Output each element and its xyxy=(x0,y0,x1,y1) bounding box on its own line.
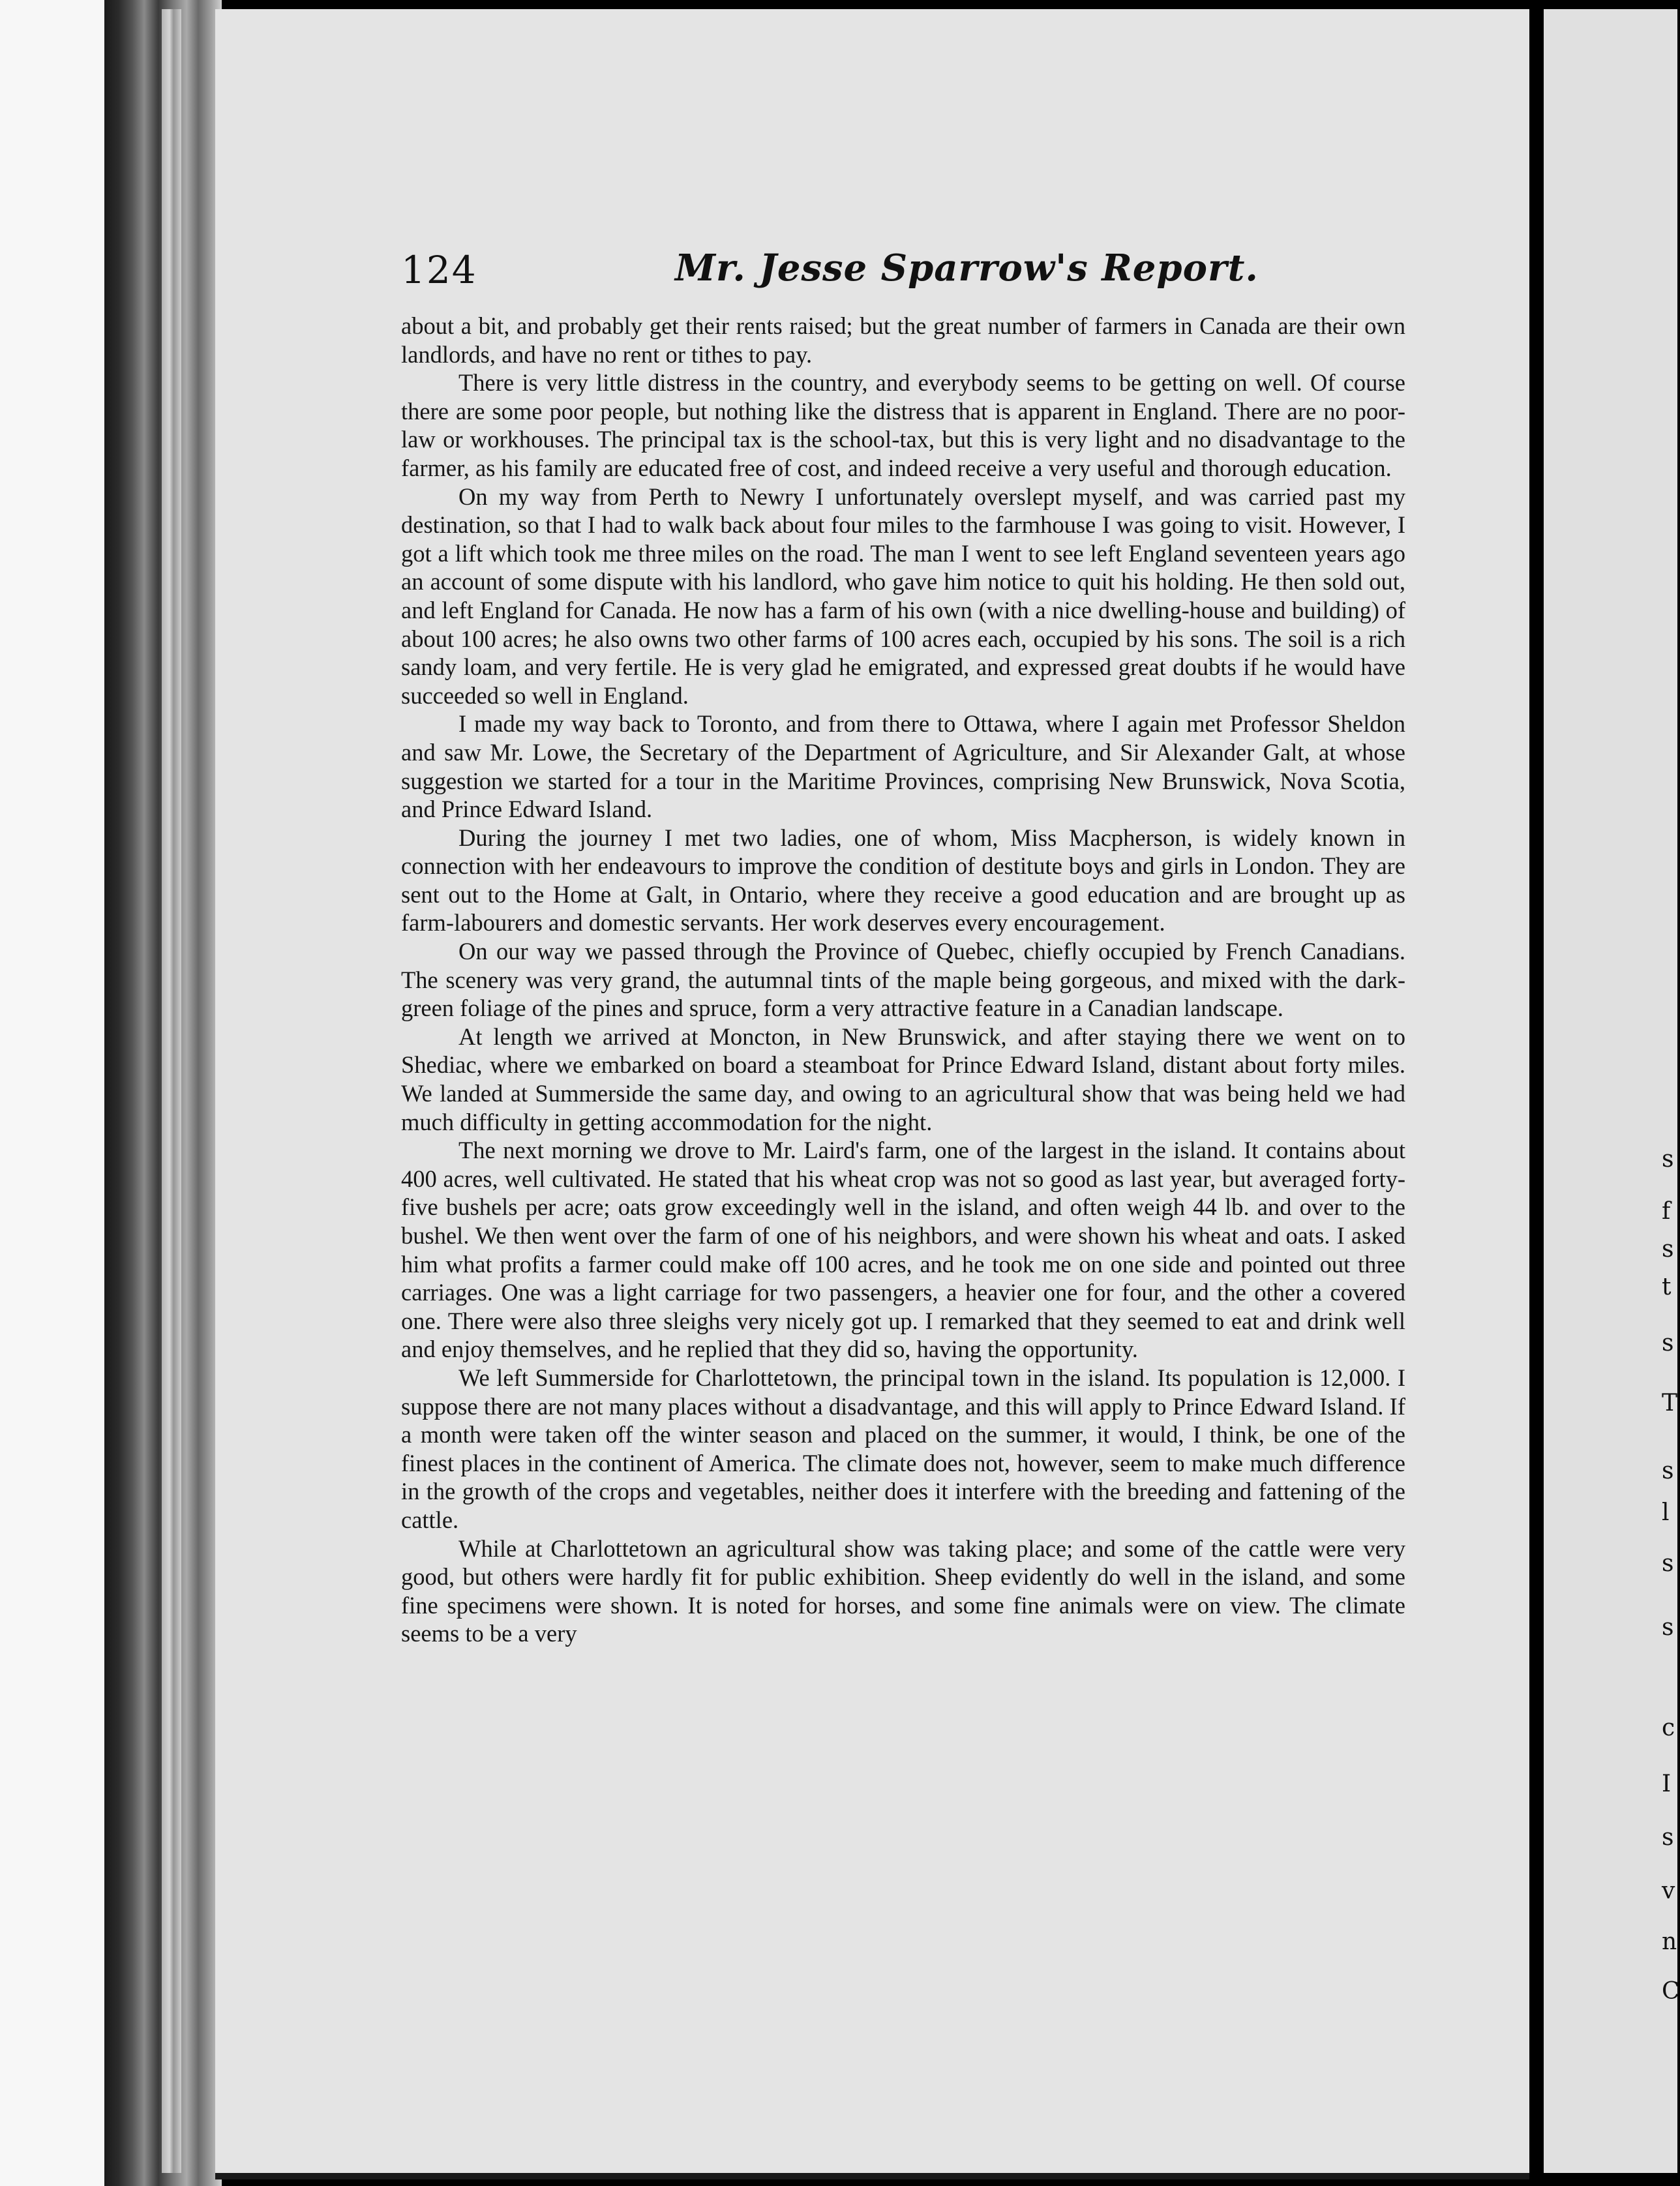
paragraph: I made my way back to Toronto, and from there to Ottawa, where I again met Professor Sheldon and saw Mr. Lowe, the Secretary of the Department of Agriculture, and Sir Alexander Galt, at whose suggestion we started for a tour in the Maritime Provinces, comprising New Brunswick, Nova Scotia, and Prince Edward Island. xyxy=(401,710,1405,823)
facing-letter: t xyxy=(1662,1274,1672,1300)
facing-letter: c xyxy=(1662,1714,1675,1741)
facing-letter: C xyxy=(1662,1978,1680,2005)
paragraph: On our way we passed through the Province of Quebec, chiefly occupied by French Canadians. The scenery was very grand, the autumnal tints of the maple being gorgeous, and mixed with the dark-green foliage of the pines and spruce, form a very attractive feature in a Canadian landscape. xyxy=(401,938,1405,1022)
facing-letter: v xyxy=(1662,1878,1675,1904)
facing-letter: I xyxy=(1662,1771,1672,1797)
body-text xyxy=(401,312,1405,1648)
page-number: 124 xyxy=(401,248,477,292)
facing-letter: s xyxy=(1662,1146,1674,1173)
page-header xyxy=(401,241,1405,307)
paragraph: about a bit, and probably get their rents raised; but the great number of farmers in Canada are their own landlords, and have no rent or tithes to pay. xyxy=(401,312,1405,368)
facing-letter: s xyxy=(1662,1330,1674,1356)
facing-letter: s xyxy=(1662,1236,1674,1263)
facing-letter: s xyxy=(1662,1458,1674,1484)
facing-letter: f xyxy=(1662,1198,1671,1225)
paragraph: While at Charlottetown an agricultural show was taking place; and some of the cattle were very good, but others were hardly fit for public exhibition. Sheep evidently do well in the island, and some fine specimens were shown. It is noted for horses, and some fine animals were on view. The climate seems to be a very xyxy=(401,1535,1405,1647)
facing-letter: s xyxy=(1662,1550,1674,1577)
paragraph: On my way from Perth to Newry I unfortunately overslept myself, and was carried past my destination, so that I had to walk back about four miles to the farmhouse I was going to visit. However, I got a lift which took me three miles on the road. The man I went to see left England seventeen years ago an account of some dispute with his landlord, who gave him notice to quit his holding. He then sold out, and left England for Canada. He now has a farm of his own (with a nice dwelling-house and building) of about 100 acres; he also owns two other farms of 100 acres each, occupied by his sons. The soil is a rich sandy loam, and very fertile. He is very glad he emigrated, and expressed great doubts if he would have succeeded so well in England. xyxy=(401,483,1405,709)
page-edge xyxy=(162,9,181,2173)
running-title: Mr. Jesse Sparrow's Report. xyxy=(675,247,1259,290)
page-gap xyxy=(1529,0,1544,2186)
facing-letter: n xyxy=(1662,1928,1677,1955)
paragraph: During the journey I met two ladies, one of whom, Miss Macpherson, is widely known in connection with her endeavours to improve the condition of destitute boys and girls in London. They are sent out to the Home at Galt, in Ontario, where they receive a good education and are brought up as farm-labourers and domestic servants. Her work deserves every encouragement. xyxy=(401,824,1405,936)
facing-page xyxy=(1544,9,1677,2173)
paragraph: The next morning we drove to Mr. Laird's farm, one of the largest in the island. It contains about 400 acres, well cultivated. He stated that his wheat crop was not so good as last year, but averaged forty-five bushels per acre; oats grow exceedingly well in the island, and often weigh 44 lb. and over to the bushel. We then went over the farm of one of his neighbors, and were shown his wheat and oats. I asked him what profits a farmer could make off 100 acres, and he took me on one side and pointed out three carriages. One was a light carriage for two passengers, a heavier one for four, and the other a covered one. There were also three sleighs very nicely got up. I remarked that they seemed to eat and drink well and enjoy themselves, and he replied that they did so, having the opportunity. xyxy=(401,1137,1405,1363)
scan-left-margin xyxy=(0,0,104,2186)
facing-letter: l xyxy=(1662,1499,1670,1526)
facing-letter: T xyxy=(1662,1390,1678,1416)
paragraph: There is very little distress in the country, and everybody seems to be getting on well. Of course there are some poor people, but nothing like the distress that is apparent in England. There are no poor-law or workhouses. The principal tax is the school-tax, but this is very light and no disadvantage to the farmer, as his family are educated free of cost, and indeed receive a very useful and thorough education. xyxy=(401,369,1405,481)
paragraph: We left Summerside for Charlottetown, the principal town in the island. Its population is 12,000. I suppose there are not many places without a disadvantage, and this will apply to Prince Edward Island. If a month were taken off the winter season and placed on the summer, it would, I think, be one of the finest places in the continent of America. The climate does not, however, seem to make much difference in the growth of the crops and vegetables, neither does it interfere with the breeding and fattening of the cattle. xyxy=(401,1364,1405,1533)
paragraph: At length we arrived at Moncton, in New Brunswick, and after staying there we went on to Shediac, where we embarked on board a steamboat for Prince Edward Island, distant about forty miles. We landed at Summerside the same day, and owing to an agricultural show that was being held we had much difficulty in getting accommodation for the night. xyxy=(401,1023,1405,1135)
facing-letter: s xyxy=(1662,1824,1674,1851)
facing-letter: s xyxy=(1662,1614,1674,1641)
